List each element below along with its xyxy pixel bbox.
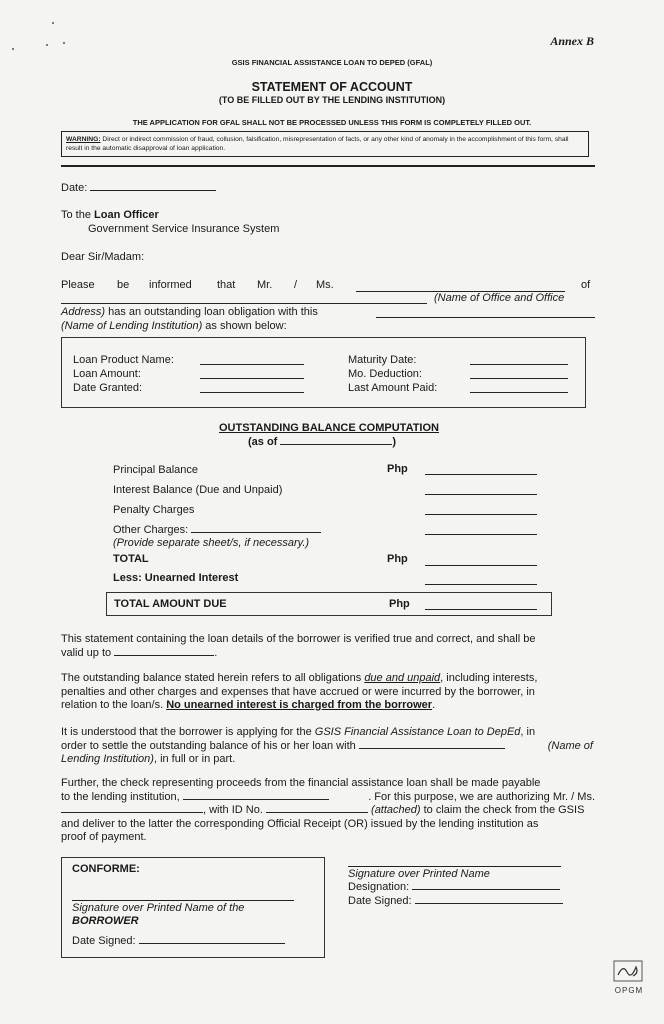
as-of-row (248, 436, 396, 450)
no-unearned-interest: No unearned interest is charged from the borrower (166, 699, 433, 711)
loan-product-field[interactable] (200, 364, 304, 365)
borrower-label: BORROWER (72, 915, 139, 927)
word-please: Please (61, 279, 95, 291)
further-line-4: and deliver to the latter the corresponding Official Receipt (OR) issued by the lending institution as (61, 817, 539, 830)
interest-label: Interest Balance (Due and Unpaid) (113, 484, 283, 496)
word-of: of (581, 279, 591, 291)
attached-note: (attached) (371, 804, 421, 816)
word-mr: Mr. (257, 279, 273, 291)
last-amount-field[interactable] (470, 392, 568, 393)
outstanding-line-1b: , including interests, (440, 672, 538, 684)
php-principal: Php (387, 463, 408, 475)
annex-label: Annex B (550, 34, 594, 48)
less-unearned-label: Less: Unearned Interest (113, 572, 239, 584)
lending-institution-field[interactable] (359, 748, 505, 749)
date-field[interactable] (90, 190, 216, 191)
stamp-text: OPGM (614, 986, 644, 995)
designation-row (348, 881, 560, 895)
further-line-3: to claim the check from the GSIS (420, 804, 585, 816)
total-due-label: TOTAL AMOUNT DUE (114, 598, 227, 610)
id-no-label: , with ID No. (203, 804, 263, 816)
mo-deduction-label: Mo. Deduction: (348, 368, 422, 380)
further-line-5: proof of payment. (61, 831, 147, 843)
paragraph-outstanding (61, 672, 597, 713)
conforme-label: CONFORME: (72, 863, 140, 875)
borrower-signature-field[interactable] (72, 900, 294, 901)
addressee (61, 209, 159, 223)
php-total: Php (387, 553, 408, 565)
to-officer: Loan Officer (94, 209, 159, 221)
word-informed: informed (149, 279, 192, 291)
addressee-org: Government Service Insurance System (88, 223, 280, 235)
verified-line-1: This statement containing the loan details of the borrower is verified true and correct, and shall be (61, 633, 536, 645)
office-hint: (Name of Office and Office (434, 292, 565, 304)
other-charges-note: (Provide separate sheet/s, if necessary.) (113, 537, 310, 549)
borrower-signature-caption: Signature over Printed Name of the (72, 902, 245, 914)
total-field[interactable] (425, 565, 537, 566)
gfal-name: GSIS Financial Assistance Loan to DepEd (314, 726, 521, 738)
agency-line: GSIS FINANCIAL ASSISTANCE LOAN TO DEPED (GFAL) (231, 58, 433, 67)
warning-text: Direct or indirect commission of fraud, collusion, falsification, misrepresentation of facts, or any other kind of anomaly in the accomplishment of this form, shall result in the automatic disapproval of loan application. (66, 136, 569, 152)
borrower-date-row (72, 935, 285, 949)
designation-label: Designation: (348, 881, 410, 893)
lending-hint: (Name of Lending Institution) (61, 320, 203, 332)
principal-field[interactable] (425, 474, 537, 475)
verified-end: . (214, 646, 218, 659)
paragraph-line-2 (61, 306, 318, 320)
php-total-due: Php (389, 598, 410, 610)
id-no-field[interactable] (266, 812, 368, 813)
due-and-unpaid: due and unpaid (364, 672, 441, 684)
designation-field[interactable] (412, 889, 560, 890)
payee-field[interactable] (183, 799, 329, 800)
address-hint: Address) (61, 306, 106, 318)
shown-text: as shown below: (202, 320, 287, 332)
stamp-scribble-icon (609, 958, 649, 984)
name-of-hint: (Name of (547, 739, 593, 752)
further-line-1: Further, the check representing proceeds from the financial assistance loan shall be made payable (61, 777, 541, 789)
warning-box (61, 131, 589, 157)
date-granted-label: Date Granted: (73, 382, 143, 394)
word-be: be (117, 279, 130, 291)
principal-label: Principal Balance (113, 464, 198, 476)
valid-up-to-label: valid up to (61, 646, 112, 659)
paragraph-further (61, 777, 597, 845)
paragraph-verified (61, 633, 597, 660)
as-of-open: (as of (248, 436, 278, 448)
outstanding-line-3: relation to the loan/s. (61, 699, 167, 711)
as-of-close: ) (392, 436, 397, 448)
word-ms: Ms. (316, 279, 334, 291)
date-row (61, 182, 216, 196)
last-amount-label: Last Amount Paid: (348, 382, 438, 394)
lending-institution-hint: Lending Institution) (61, 753, 154, 765)
further-line-2a: to the lending institution, (61, 790, 180, 803)
total-due-field[interactable] (425, 609, 537, 610)
loan-amount-label: Loan Amount: (73, 368, 141, 380)
understood-line-2: order to settle the outstanding balance of his or her loan with (61, 739, 356, 752)
loan-amount-field[interactable] (200, 378, 304, 379)
maturity-date-field[interactable] (470, 364, 568, 365)
penalty-label: Penalty Charges (113, 504, 195, 516)
further-line-2b: . For this purpose, we are authorizing Mr. / Ms. (368, 790, 595, 803)
understood-line-3: , in full or in part. (153, 753, 236, 765)
outstanding-text: has an outstanding loan obligation with this (105, 306, 318, 318)
page-title: STATEMENT OF ACCOUNT (251, 80, 413, 94)
as-of-field[interactable] (280, 444, 392, 445)
to-prefix: To the (61, 209, 95, 221)
date-granted-field[interactable] (200, 392, 304, 393)
outstanding-end: . (432, 699, 436, 711)
word-that: that (217, 279, 236, 291)
maturity-date-label: Maturity Date: (348, 354, 417, 366)
authorized-person-field[interactable] (61, 812, 203, 813)
other-charges-desc-field[interactable] (191, 532, 321, 533)
officer-signature-caption: Signature over Printed Name (348, 868, 490, 880)
paragraph-line-3 (61, 320, 287, 334)
computation-heading (0, 422, 661, 436)
salutation: Dear Sir/Madam: (61, 251, 145, 263)
date-label: Date: (61, 182, 88, 194)
total-label: TOTAL (113, 553, 149, 565)
loan-product-label: Loan Product Name: (73, 354, 174, 366)
completion-notice: THE APPLICATION FOR GFAL SHALL NOT BE PROCESSED UNLESS THIS FORM IS COMPLETELY FILLED OUT. (132, 118, 532, 127)
other-charges-field[interactable] (425, 534, 537, 535)
opgm-stamp (608, 958, 650, 998)
page-subtitle: (TO BE FILLED OUT BY THE LENDING INSTITUTION) (218, 95, 446, 105)
outstanding-line-2: penalties and other charges and expenses that have accrued or were incurred by the borrower, in (61, 685, 535, 698)
mo-deduction-field[interactable] (470, 378, 568, 379)
penalty-field[interactable] (425, 514, 537, 515)
officer-date-row (348, 895, 563, 909)
office-field[interactable] (61, 303, 427, 304)
understood-line-1b: , in (520, 726, 536, 738)
officer-date-label: Date Signed: (348, 895, 412, 907)
officer-date-field[interactable] (415, 903, 563, 904)
borrower-date-field[interactable] (139, 943, 285, 944)
other-charges-row (113, 524, 321, 538)
lending-field[interactable] (376, 317, 595, 318)
borrower-date-label: Date Signed: (72, 935, 136, 947)
computation-heading-text: OUTSTANDING BALANCE COMPUTATION (219, 422, 439, 434)
outstanding-line-1a: The outstanding balance stated herein refers to all obligations (61, 672, 365, 684)
understood-line-1a: It is understood that the borrower is applying for the (61, 726, 315, 738)
officer-signature-field[interactable] (348, 866, 561, 867)
valid-until-field[interactable] (114, 655, 214, 656)
warning-label: WARNING: (66, 136, 101, 143)
unearned-field[interactable] (425, 584, 537, 585)
header-divider (61, 165, 595, 167)
paragraph-understood (61, 726, 597, 767)
interest-field[interactable] (425, 494, 537, 495)
other-charges-label: Other Charges: (113, 524, 189, 536)
word-slash: / (294, 279, 298, 291)
